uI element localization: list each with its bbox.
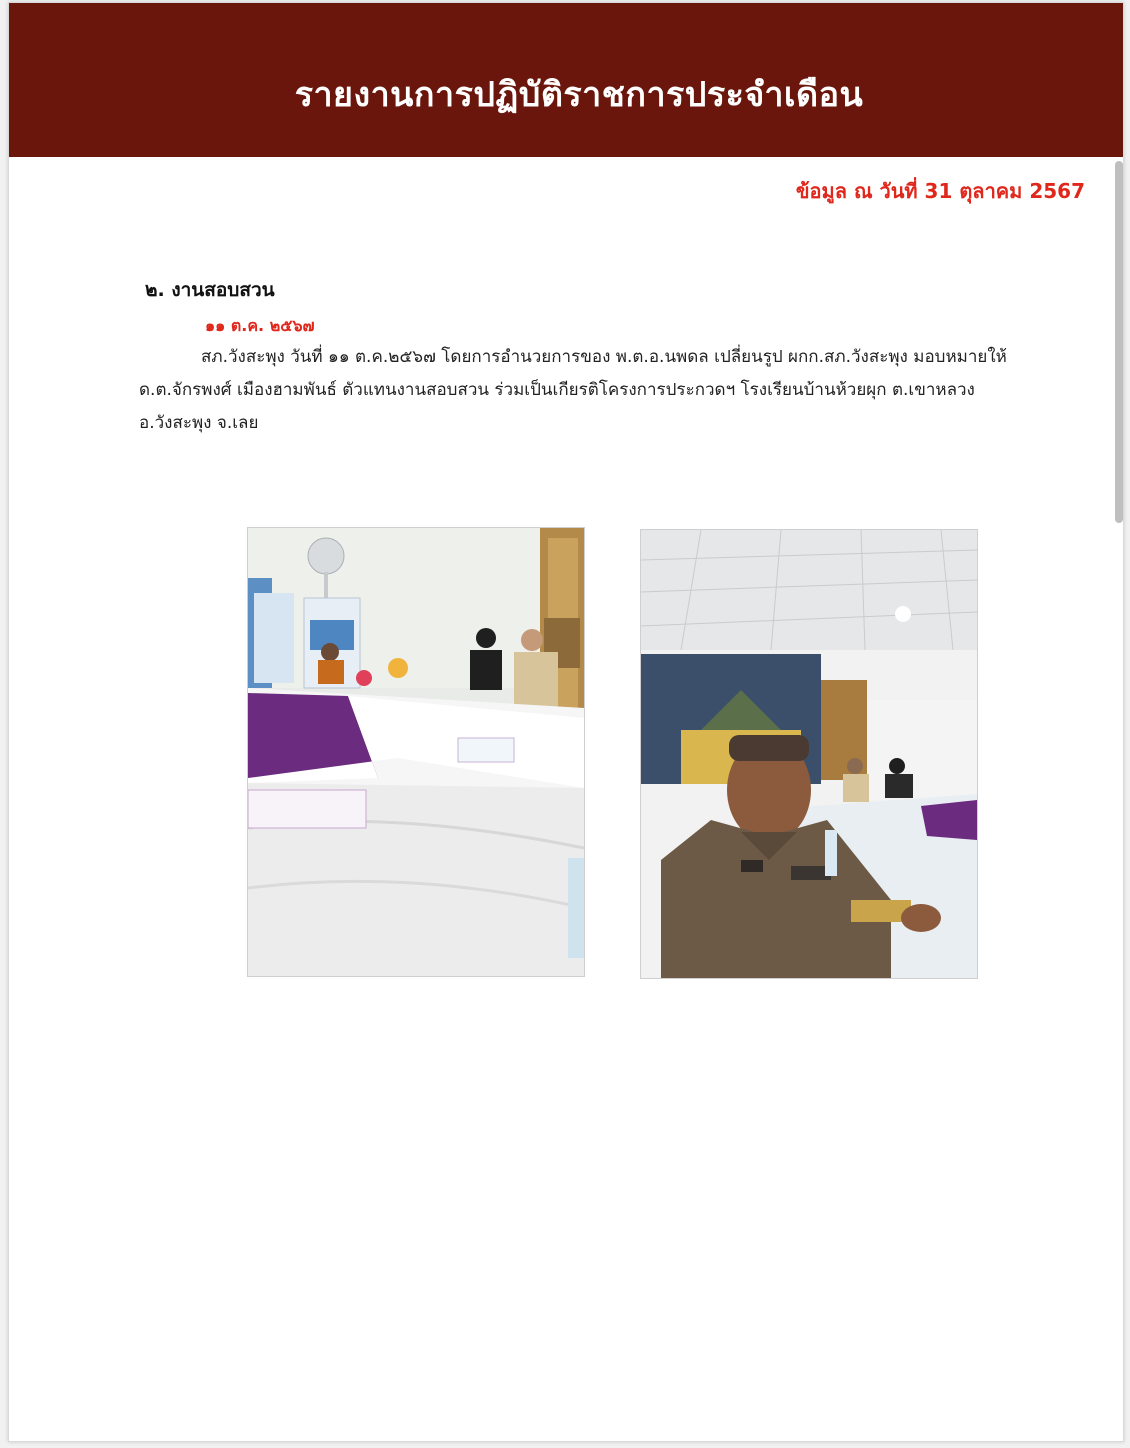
report-page <box>8 2 1124 1442</box>
meeting-photo-left-image <box>248 528 584 976</box>
vertical-scrollbar[interactable] <box>1115 161 1123 523</box>
officer-selfie-photo-image <box>641 530 977 978</box>
officer-selfie-photo <box>640 529 978 979</box>
page-title: รายงานการปฏิบัติราชการประจำเดือน <box>294 75 864 115</box>
section-heading: ๒. งานสอบสวน <box>145 279 275 301</box>
entry-date: ๑๑ ต.ค. ๒๕๖๗ <box>205 316 315 335</box>
entry-body-text: สภ.วังสะพุง วันที่ ๑๑ ต.ค.๒๕๖๗ โดยการอำนวยการของ พ.ต.อ.นพดล เปลี่ยนรูป ผกก.สภ.วังสะพุง มอบหมายให้ ด.ต.จักรพงศ์ เมืองฮามพันธ์ ตัวแทนงานสอบสวน ร่วมเป็นเกียรติโครงการประกวดฯ โรงเรียนบ้านห้วยผุก ต.เขาหลวง อ.วังสะพุง จ.เลย <box>139 347 1007 433</box>
meeting-photo-left <box>247 527 585 977</box>
data-as-of-date: ข้อมูล ณ วันที่ 31 ตุลาคม 2567 <box>795 179 1085 203</box>
